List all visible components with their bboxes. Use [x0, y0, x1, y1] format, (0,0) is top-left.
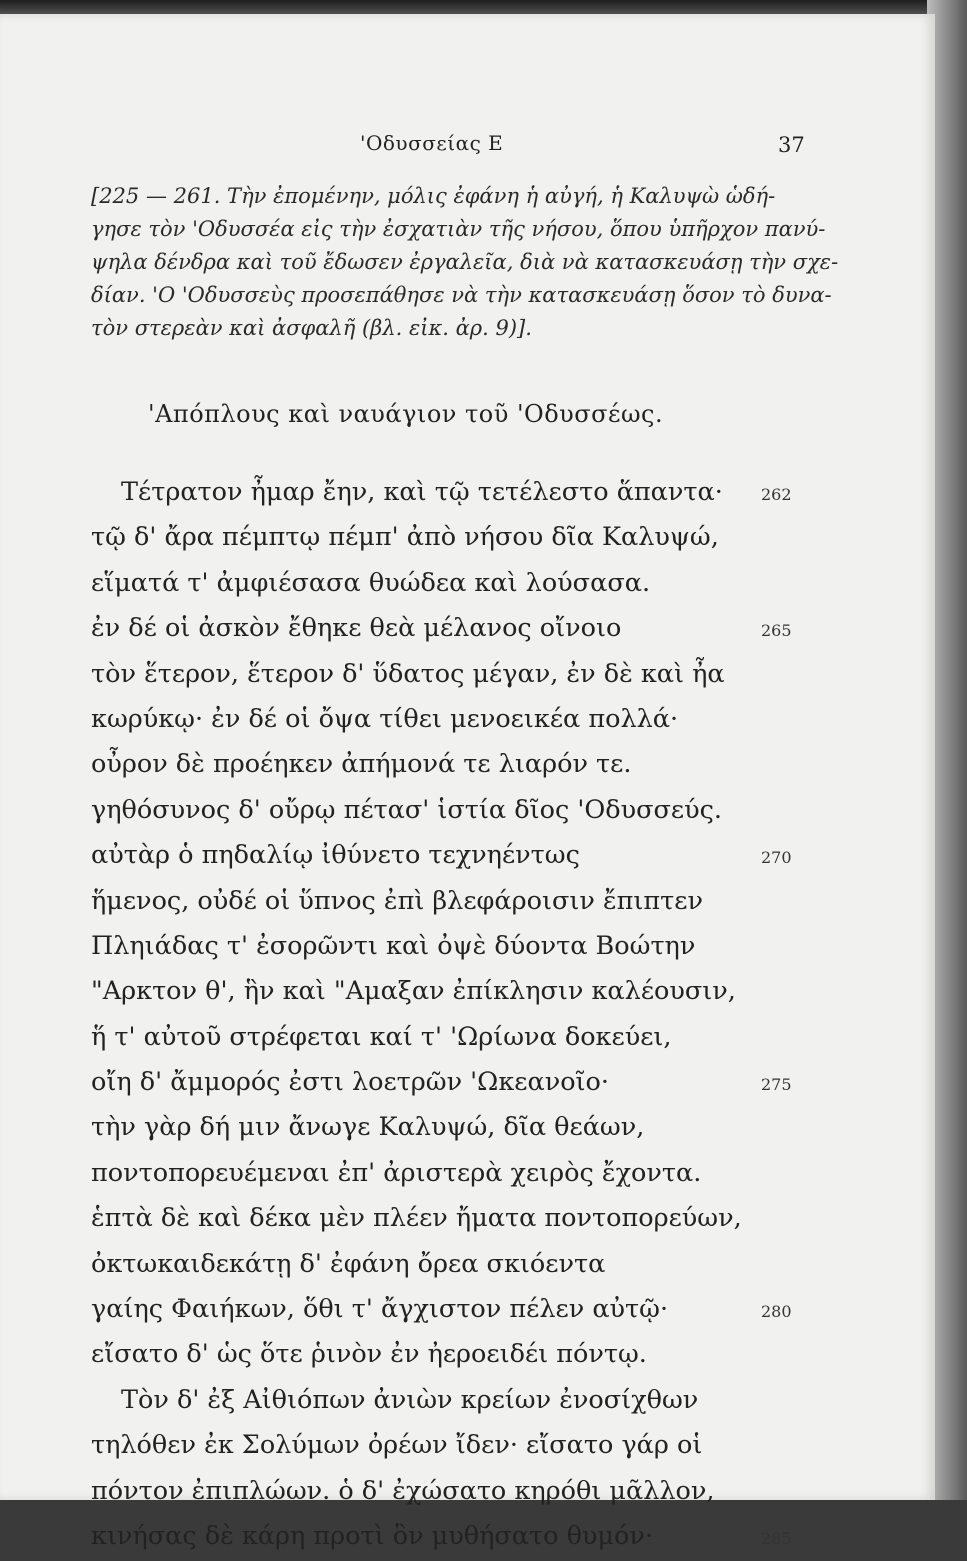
- verse-text: ποντοπορευέμεναι ἐπ' ἀριστερὰ χειρὸς ἔχοντα.: [91, 1157, 702, 1188]
- line-number: 265: [761, 621, 792, 641]
- verse-text: ὀκτωκαιδεκάτῃ δ' ἐφάνη ὄρεα σκιόεντα: [91, 1248, 606, 1279]
- verse-text: Τὸν δ' ἐξ Αἰθιόπων ἀνιὼν κρείων ἐνοσίχθων: [121, 1384, 699, 1415]
- verse-line: [91, 833, 811, 878]
- section-heading: 'Απόπλους καὶ ναυάγιον τοῦ 'Οδυσσέως.: [148, 400, 664, 428]
- verse-line: [91, 1378, 811, 1423]
- verse-line: [91, 697, 811, 742]
- verse-text: εἴσατο δ' ὡς ὅτε ῥινὸν ἐν ἠεροειδέι πόντῳ.: [91, 1339, 647, 1370]
- verse-text: γαίης Φαιήκων, ὅθι τ' ἄγχιστον πέλεν αὐτῷ·: [91, 1294, 669, 1325]
- verse-line: [91, 1423, 811, 1468]
- verse-text: τὸν ἕτερον, ἕτερον δ' ὕδατος μέγαν, ἐν δὲ καὶ ἦα: [91, 658, 725, 689]
- verse-text: Πληιάδας τ' ἐσορῶντι καὶ ὀψὲ δύοντα Βοώτην: [91, 930, 696, 961]
- verse-text: τῷ δ' ἄρα πέμπτῳ πέμπ' ἀπὸ νήσου δῖα Καλυψώ,: [91, 522, 719, 553]
- verse-line: [91, 788, 811, 833]
- summary-line: [225 — 261. Τὴν ἐπομένην, μόλις ἐφάνη ἡ αὐγή, ἡ Καλυψὼ ὡδή-: [91, 184, 776, 208]
- verse-line: [91, 1151, 811, 1196]
- verse-line: [91, 1015, 811, 1060]
- page-number: 37: [778, 133, 805, 157]
- verse-line: [91, 515, 811, 560]
- verse-text: πόντον ἐπιπλώων. ὁ δ' ἐχώσατο κηρόθι μᾶλλον,: [91, 1475, 715, 1506]
- line-number: 280: [761, 1302, 792, 1322]
- verse-text: γηθόσυνος δ' οὔρῳ πέτασ' ἱστία δῖος 'Οδυσσεύς.: [91, 794, 723, 825]
- summary-paragraph: [91, 180, 839, 345]
- summary-line: τὸν στερεὰν καὶ ἀσφαλῆ (βλ. εἰκ. ἀρ. 9)].: [91, 316, 532, 340]
- verse-line: [91, 1060, 811, 1105]
- line-number: 270: [761, 848, 792, 868]
- verse-line: [91, 879, 811, 924]
- summary-line: δίαν. 'Ο 'Οδυσσεὺς προσεπάθησε νὰ τὴν κατασκευάσῃ ὅσον τὸ δυνα-: [91, 283, 832, 307]
- verse-line: [91, 1332, 811, 1377]
- verse-block: [91, 470, 811, 1559]
- summary-line: γησε τὸν 'Οδυσσέα εἰς τὴν ἐσχατιὰν τῆς νήσου, ὅπου ὑπῆρχον πανύ-: [91, 217, 826, 241]
- verse-line: [91, 561, 811, 606]
- verse-text: ἐν δέ οἱ ἀσκὸν ἔθηκε θεὰ μέλανος οἴνοιο: [91, 613, 622, 644]
- verse-text: εἵματά τ' ἀμφιέσασα θυώδεα καὶ λούσασα.: [91, 567, 651, 598]
- book-page: [0, 14, 935, 1551]
- verse-text: τηλόθεν ἐκ Σολύμων ὀρέων ἴδεν· εἴσατο γάρ οἱ: [91, 1430, 703, 1461]
- line-number: 262: [761, 485, 792, 504]
- verse-text: ἥ τ' αὐτοῦ στρέφεται καί τ' 'Ωρίωνα δοκεύει,: [91, 1021, 672, 1052]
- verse-line: [91, 969, 811, 1014]
- verse-text: κωρύκῳ· ἐν δέ οἱ ὄψα τίθει μενοεικέα πολλά·: [91, 703, 679, 734]
- verse-line: [91, 652, 811, 697]
- line-number: 285: [761, 1528, 792, 1548]
- verse-line: [91, 742, 811, 787]
- running-title: 'Οδυσσείας Ε: [360, 131, 504, 155]
- page-header: [0, 131, 935, 161]
- verse-text: ἑπτὰ δὲ καὶ δέκα μὲν πλέεν ἤματα ποντοπορεύων,: [91, 1203, 742, 1234]
- verse-text: τὴν γὰρ δή μιν ἄνωγε Καλυψώ, δῖα θεάων,: [91, 1112, 645, 1143]
- verse-line: [91, 1469, 811, 1514]
- verse-text: Τέτρατον ἦμαρ ἔην, καὶ τῷ τετέλεστο ἅπαντα·: [121, 477, 723, 507]
- verse-text: οἴη δ' ἄμμορός ἐστι λοετρῶν 'Ωκεανοῖο·: [91, 1067, 610, 1098]
- verse-text: αὐτὰρ ὁ πηδαλίῳ ἰθύνετο τεχνηέντως: [91, 840, 580, 871]
- summary-line: ψηλα δένδρα καὶ τοῦ ἔδωσεν ἐργαλεῖα, διὰ νὰ κατασκευάσῃ τὴν σχε-: [91, 250, 839, 274]
- verse-text: "Αρκτον θ', ἣν καὶ "Αμαξαν ἐπίκλησιν καλέουσιν,: [91, 976, 736, 1007]
- verse-line: [91, 924, 811, 969]
- verse-line: [91, 1105, 811, 1150]
- verse-line: [91, 1242, 811, 1287]
- verse-line: [91, 606, 811, 651]
- verse-text: κινήσας δὲ κάρη προτὶ ὃν μυθήσατο θυμόν·: [91, 1520, 653, 1551]
- line-number: 275: [761, 1075, 792, 1095]
- verse-line: [91, 1196, 811, 1241]
- verse-line: [91, 1514, 811, 1559]
- verse-text: ἥμενος, οὐδέ οἱ ὕπνος ἐπὶ βλεφάροισιν ἔπιπτεν: [91, 885, 703, 916]
- verse-line: [91, 1287, 811, 1332]
- verse-line: [91, 470, 811, 515]
- verse-text: οὖρον δὲ προέηκεν ἀπήμονά τε λιαρόν τε.: [91, 749, 632, 780]
